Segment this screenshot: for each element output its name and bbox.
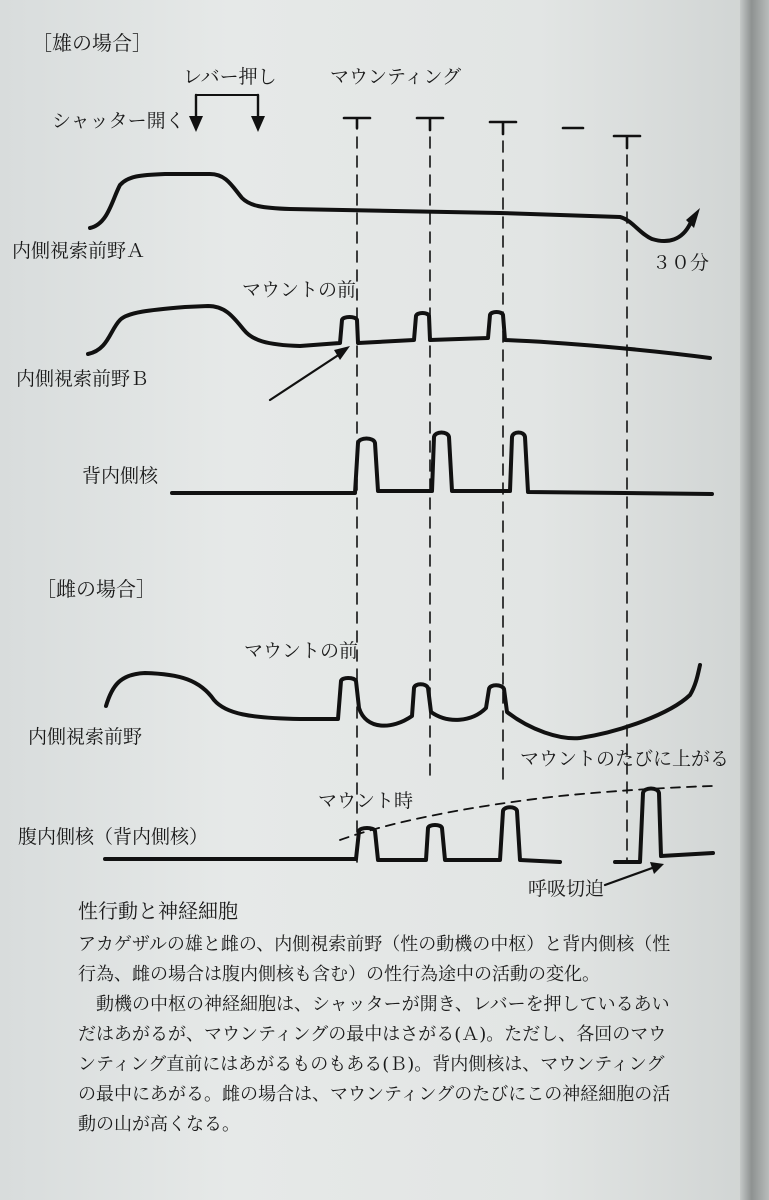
trace-b-label: 内側視索前野Ｂ <box>16 368 150 390</box>
figure-caption <box>78 895 678 1140</box>
pre-mount-label-male: マウントの前 <box>242 279 357 301</box>
breath-pointer-line <box>605 867 655 885</box>
caption-title: 性行動と神経細胞 <box>78 899 238 923</box>
pre-mount-pointer-line <box>270 352 343 400</box>
trace-dorsomedial <box>172 433 712 495</box>
trace-female-mpoa <box>106 665 700 738</box>
trace-a-label: 内側視索前野Ａ <box>12 240 146 262</box>
male-section-heading: ［雄の場合］ <box>32 31 152 55</box>
pre-mount-label-female: マウントの前 <box>244 640 359 662</box>
lever-end-arrowhead <box>251 116 265 132</box>
dorsomedial-label: 背内側核 <box>82 465 159 487</box>
lever-press-label: レバー押し <box>183 66 277 88</box>
time-scale-label: ３０分 <box>652 252 710 274</box>
mount-marker-1 <box>344 118 370 128</box>
ventral-label: 腹内側核（背内側核） <box>18 826 209 848</box>
caption-paragraph-1: アカゲザルの雄と雌の、内側視索前野（性の動機の中枢）と背内側核（性行為、雌の場合は腹内側核も含む）の性行為途中の活動の変化。 <box>78 934 671 985</box>
mount-marker-3 <box>490 122 516 134</box>
mount-marker-2 <box>417 118 443 130</box>
rises-each-mount-label: マウントのたびに上がる <box>520 748 730 770</box>
female-mpoa-label: 内側視索前野 <box>28 726 143 748</box>
breath-pointer-head <box>650 862 664 874</box>
mount-marker-5 <box>614 136 640 148</box>
pre-mount-pointer-head <box>334 346 350 360</box>
trace-mpoa-b <box>88 306 710 358</box>
shutter-arrowhead <box>189 116 203 132</box>
breath-label: 呼吸切迫 <box>528 878 605 900</box>
shutter-open-label: シャッター開く <box>52 110 185 132</box>
mounting-label: マウンティング <box>330 66 462 88</box>
caption-paragraph-2: 動機の中枢の神経細胞は、シャッターが開き、レバーを押しているあいだはあがるが、マウンティングの最中はさがる(Ａ)。ただし、各回のマウンティング直前にはあがるものもある(Ｂ)。背内側核は、マウンティングの最中にあがる。雌の場合は、マウンティングのたびにこの神経細胞の活動の山が高くなる。 <box>78 994 671 1135</box>
lever-bracket <box>196 95 258 100</box>
mount-time-label: マウント時 <box>318 790 414 812</box>
trace-mpoa-a <box>90 174 690 241</box>
female-section-heading: ［雌の場合］ <box>36 577 156 601</box>
